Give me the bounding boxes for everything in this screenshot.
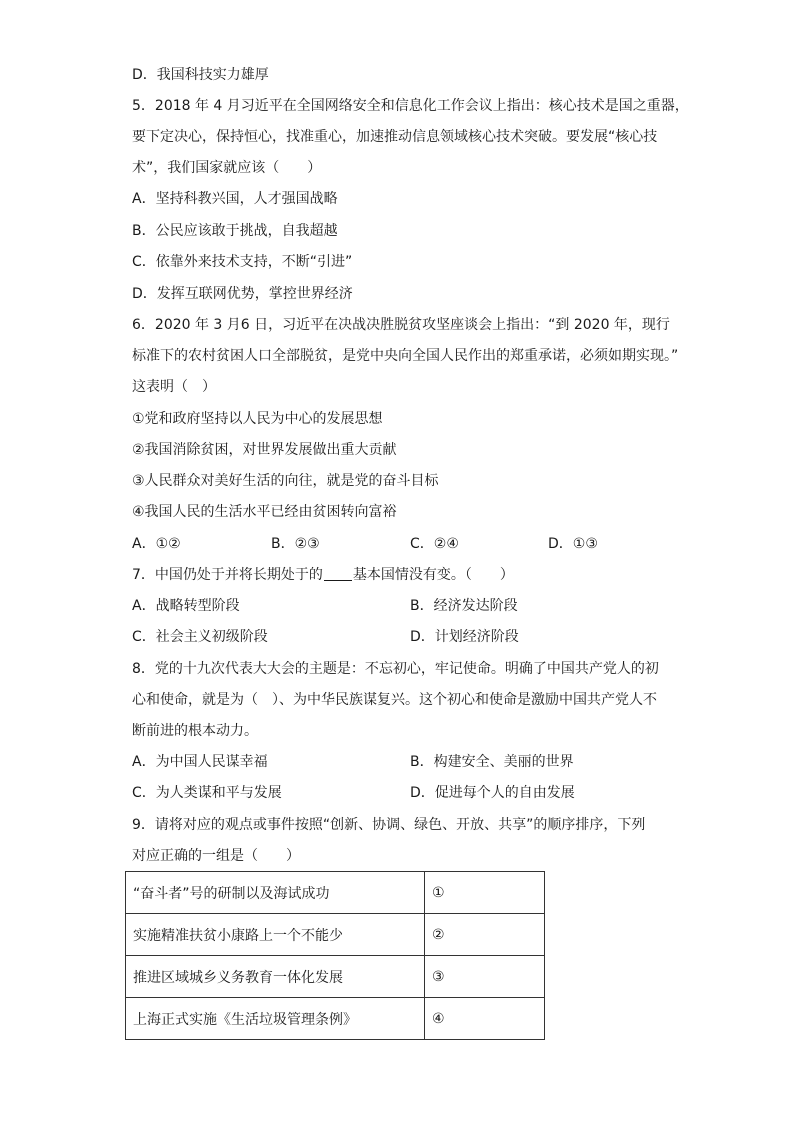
q7-option-d[interactable]: D．计划经济阶段 bbox=[410, 629, 519, 645]
q5-stem-line-2: 要下定决心，保持恒心，找准重心，加速推动信息领域核心技术突破。要发展“核心技 bbox=[132, 129, 658, 145]
q6-statement-2: ②我国消除贫困，对世界发展做出重大贡献 bbox=[132, 442, 397, 458]
table-cell-event: 推进区域城乡义务教育一体化发展 bbox=[126, 956, 425, 998]
q6-option-c[interactable]: C．②④ bbox=[410, 536, 459, 552]
q6-stem-line-2: 标准下的农村贫困人口全部脱贫，是党中央向全国人民作出的郑重承诺，必须如期实现。” bbox=[132, 348, 679, 364]
table-row bbox=[126, 914, 545, 956]
q5-option-d[interactable]: D．发挥互联网优势，掌控世界经济 bbox=[132, 286, 353, 302]
table-cell-event: 上海正式实施《生活垃圾管理条例》 bbox=[126, 998, 425, 1040]
q7-stem-after: 基本国情没有变。（ ） bbox=[352, 567, 514, 583]
q5-option-c[interactable]: C．依靠外来技术支持，不断“引进” bbox=[132, 254, 353, 270]
q7-blank bbox=[324, 566, 352, 581]
q6-statement-4: ④我国人民的生活水平已经由贫困转向富裕 bbox=[132, 504, 397, 520]
table-cell-mark: ④ bbox=[425, 998, 545, 1040]
table-cell-event: 实施精准扶贫小康路上一个不能少 bbox=[126, 914, 425, 956]
q6-stem-line-3: 这表明（ ） bbox=[132, 379, 216, 395]
q6-statement-1: ①党和政府坚持以人民为中心的发展思想 bbox=[132, 411, 383, 427]
q5-option-a[interactable]: A．坚持科教兴国，人才强国战略 bbox=[132, 191, 338, 207]
q8-stem-line-1: 8．党的十九次代表大大会的主题是：不忘初心，牢记使命。明确了中国共产党人的初 bbox=[132, 661, 659, 677]
q5-stem-line-3: 术”，我们国家就应该（ ） bbox=[132, 160, 322, 176]
table-row bbox=[126, 872, 545, 914]
q6-statement-3: ③人民群众对美好生活的向往，就是党的奋斗目标 bbox=[132, 473, 439, 489]
q7-option-c[interactable]: C．社会主义初级阶段 bbox=[132, 629, 268, 645]
q5-stem-line-1: 5．2018 年 4 月习近平在全国网络安全和信息化工作会议上指出：核心技术是国之重器， bbox=[132, 98, 689, 114]
q6-stem-line-1: 6．2020 年 3 月6 日，习近平在决战决胜脱贫攻坚座谈会上指出：“到 2020 年，现行 bbox=[132, 317, 670, 333]
q6-option-d[interactable]: D．①③ bbox=[548, 536, 598, 552]
q8-stem-line-2: 心和使命，就是为（ ）、为中华民族谋复兴。这个初心和使命是激励中国共产党人不 bbox=[132, 692, 657, 708]
table-row bbox=[126, 956, 545, 998]
q7-option-b[interactable]: B．经济发达阶段 bbox=[410, 598, 518, 614]
q8-stem-line-3: 断前进的根本动力。 bbox=[132, 723, 258, 739]
table-cell-mark: ② bbox=[425, 914, 545, 956]
q6-option-a[interactable]: A．①② bbox=[132, 536, 181, 552]
q7-option-a[interactable]: A．战略转型阶段 bbox=[132, 598, 240, 614]
q9-table bbox=[125, 871, 545, 1040]
q8-option-a[interactable]: A．为中国人民谋幸福 bbox=[132, 754, 268, 770]
table-cell-mark: ③ bbox=[425, 956, 545, 998]
q7-stem-before: 7．中国仍处于并将长期处于的 bbox=[132, 567, 323, 583]
table-row bbox=[126, 998, 545, 1040]
q8-option-d[interactable]: D．促进每个人的自由发展 bbox=[410, 785, 575, 801]
q5-option-b[interactable]: B．公民应该敢于挑战，自我超越 bbox=[132, 223, 338, 239]
q8-option-c[interactable]: C．为人类谋和平与发展 bbox=[132, 785, 282, 801]
q4-option-d: D．我国科技实力雄厚 bbox=[132, 67, 269, 83]
table-cell-event: “奋斗者”号的研制以及海试成功 bbox=[126, 872, 425, 914]
q9-stem-line-1: 9．请将对应的观点或事件按照“创新、协调、绿色、开放、共享”的顺序排序，下列 bbox=[132, 817, 646, 833]
table-cell-mark: ① bbox=[425, 872, 545, 914]
q9-stem-line-2: 对应正确的一组是（ ） bbox=[132, 848, 300, 864]
q6-option-b[interactable]: B．②③ bbox=[271, 536, 320, 552]
q7-stem bbox=[132, 565, 514, 585]
q8-option-b[interactable]: B．构建安全、美丽的世界 bbox=[410, 754, 574, 770]
